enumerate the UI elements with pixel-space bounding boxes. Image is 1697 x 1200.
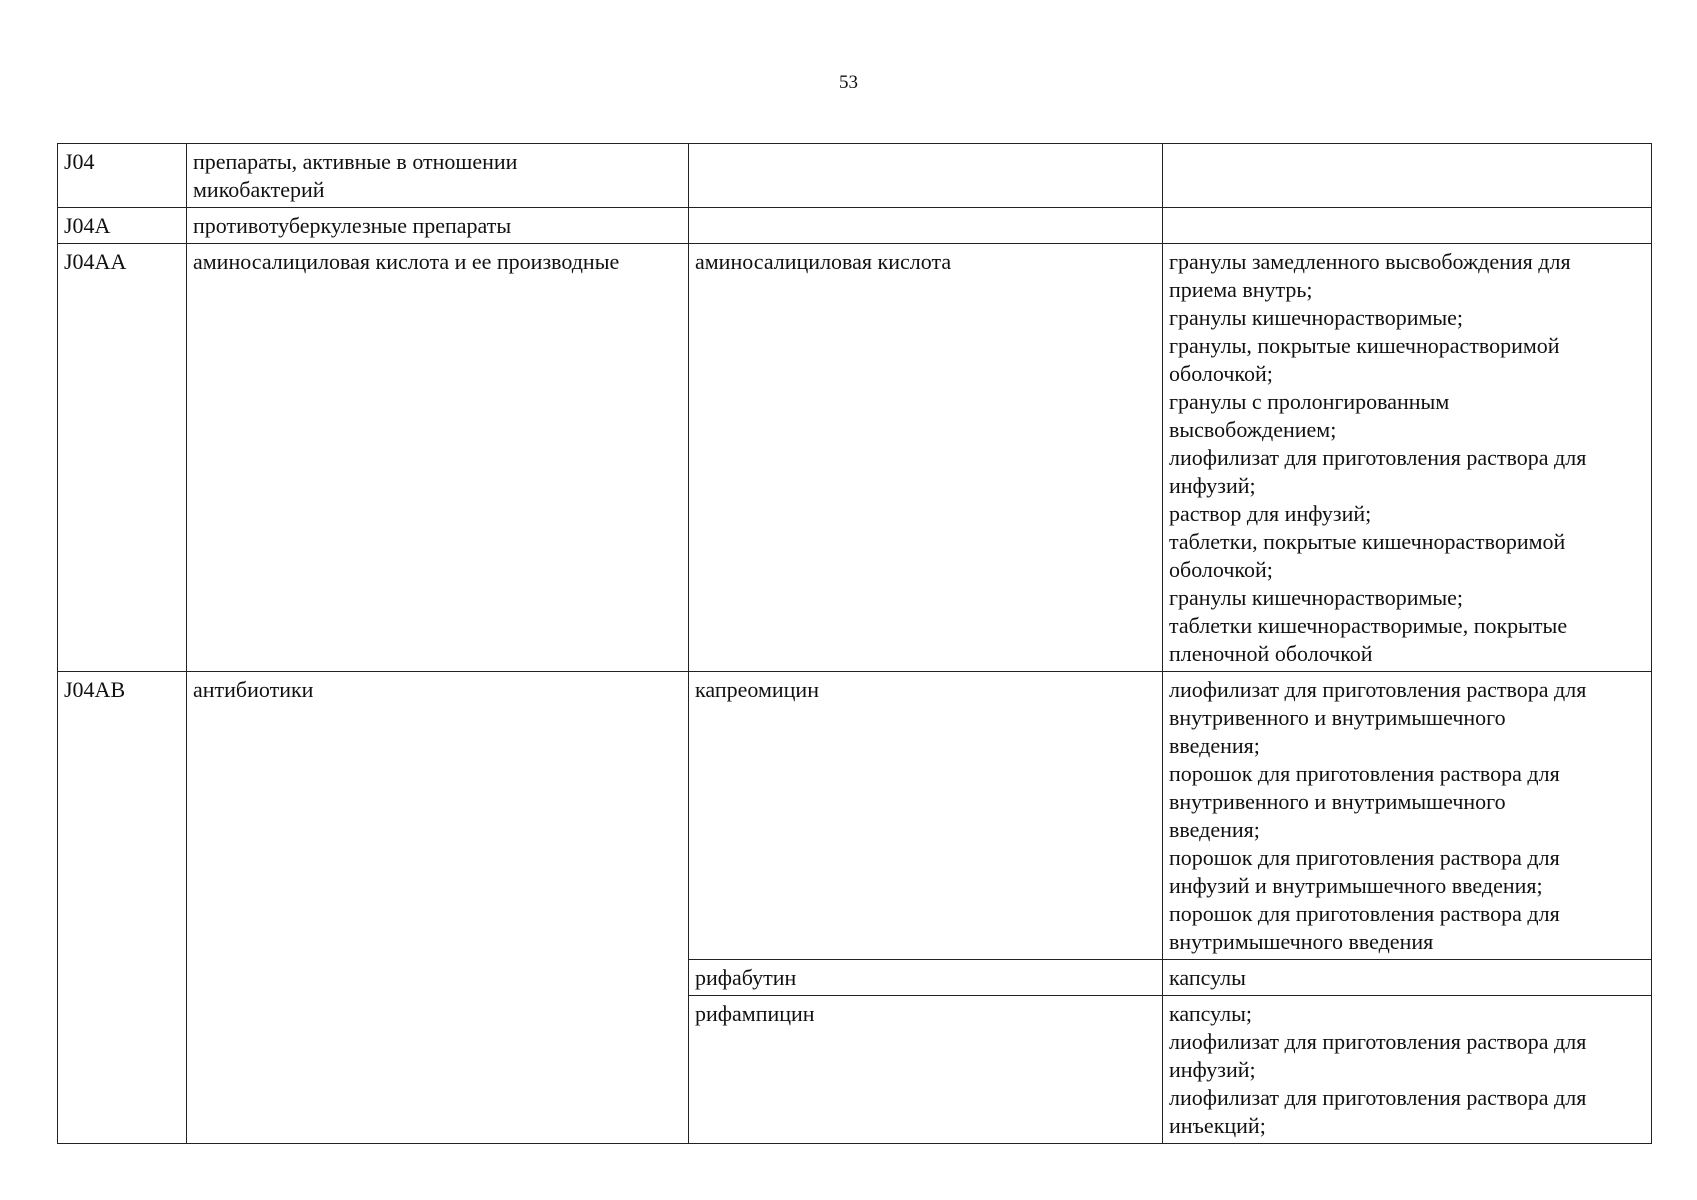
dosage-forms-cell: капсулы; лиофилизат для приготовления раствора для инфузий; лиофилизат для приготовления раствора для инъекций; [1163,996,1652,1144]
atc-code-cell: J04AB [58,672,187,1144]
dosage-forms-cell: лиофилизат для приготовления раствора для внутривенного и внутримышечного введения; порошок для приготовления раствора для внутривенного и внутримышечного введения; порошок для приготовления раствора для инфузий и внутримышечного введения; порошок для приготовления раствора для внутримышечного введения [1163,672,1652,960]
atc-group-cell: аминосалициловая кислота и ее производные [187,244,689,672]
dosage-forms-cell: капсулы [1163,960,1652,996]
table-row [58,144,1652,208]
atc-code-cell: J04A [58,208,187,244]
substance-cell [689,208,1163,244]
drug-list-table [57,143,1652,1144]
substance-cell [689,144,1163,208]
substance-cell: рифампицин [689,996,1163,1144]
atc-code-cell: J04 [58,144,187,208]
dosage-forms-cell [1163,208,1652,244]
atc-group-cell: антибиотики [187,672,689,1144]
substance-cell: аминосалициловая кислота [689,244,1163,672]
dosage-forms-cell [1163,144,1652,208]
atc-group-cell: препараты, активные в отношении микобактерий [187,144,689,208]
table-row [58,244,1652,672]
page-number: 53 [839,72,858,93]
atc-code-cell: J04AA [58,244,187,672]
substance-cell: капреомицин [689,672,1163,960]
table-row [58,208,1652,244]
table-row [58,672,1652,960]
atc-group-cell: противотуберкулезные препараты [187,208,689,244]
substance-cell: рифабутин [689,960,1163,996]
dosage-forms-cell: гранулы замедленного высвобождения для приема внутрь; гранулы кишечнорастворимые; гранулы, покрытые кишечнорастворимой оболочкой; гранулы с пролонгированным высвобождением; лиофилизат для приготовления раствора для инфузий; раствор для инфузий; таблетки, покрытые кишечнорастворимой оболочкой; гранулы кишечнорастворимые; таблетки кишечнорастворимые, покрытые пленочной оболочкой [1163,244,1652,672]
